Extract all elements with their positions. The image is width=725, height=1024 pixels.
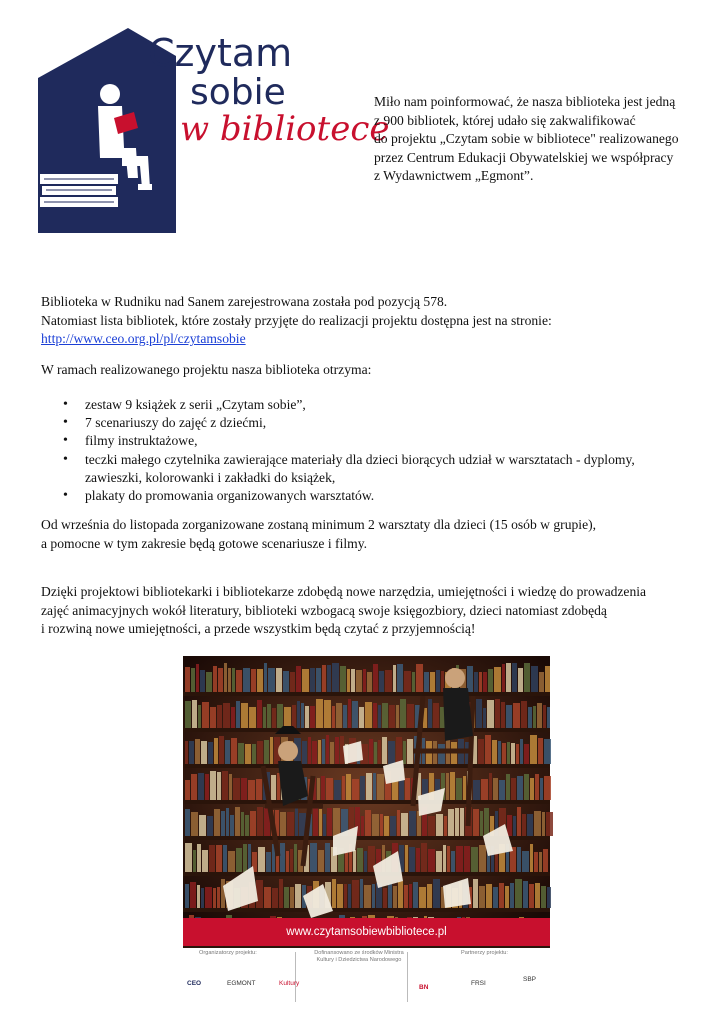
list-item: • 7 scenariuszy do zajęć z dziećmi, <box>41 414 701 432</box>
workshops-line: a pomocne w tym zakresie będą gotowe scenariusze i filmy. <box>41 535 368 551</box>
logo-word-sobie: sobie <box>190 72 286 113</box>
summary-line: i rozwiną nowe umiejętności, a przede wszystkim będą czytać z przyjemnością! <box>41 621 476 637</box>
list-item: • teczki małego czytelnika zawierające materiały dla dzieci biorących udział w warsztatach - dyplomy, zawieszki, kolorowanki i zakładki do książek, <box>41 451 701 487</box>
summary-paragraph <box>41 583 711 639</box>
sponsor-strip <box>183 950 550 1010</box>
poster-url-banner: www.czytamsobiewbibliotece.pl <box>183 918 550 946</box>
summary-line: zajęć animacyjnych wokół literatury, biblioteki wzbogacą swoje księgozbiory, dzieci natomiast zdobędą <box>41 602 607 618</box>
organizers-label: Organizatorzy projektu: <box>199 950 257 956</box>
reading-child-house-logo <box>38 28 390 233</box>
benefits-list <box>41 396 701 505</box>
divider <box>295 952 296 1002</box>
kultury-logo: Kultury <box>279 980 300 987</box>
egmont-logo: EGMONT <box>227 980 256 987</box>
workshops-paragraph <box>41 516 711 553</box>
sbp-logo: SBP <box>523 976 537 983</box>
summary-line: Dzięki projektowi bibliotekarki i bibliotekarze zdobędą nowe narzędzia, umiejętności i wiedzę do prowadzenia <box>41 584 647 599</box>
partners-label: Partnerzy projektu: <box>461 950 508 956</box>
intro-line: do projektu „Czytam sobie w bibliotece" realizowanego <box>374 131 679 147</box>
workshops-line: Od września do listopada zorganizowane zostaną minimum 2 warsztaty dla dzieci (15 osób w grupie), <box>41 517 597 532</box>
frsi-logo: FRSI <box>471 980 486 987</box>
ceo-project-link[interactable]: http://www.ceo.org.pl/pl/czytamsobie <box>41 331 246 347</box>
poster-photo <box>183 656 550 946</box>
list-item: • zestaw 9 książek z serii „Czytam sobie”, <box>41 396 701 414</box>
ministry-label: Dofinansowano ze środków Ministra Kultury i Dziedzictwa Narodowego <box>314 950 404 963</box>
logo-word-bibliotece: w bibliotece <box>180 109 390 149</box>
intro-paragraph <box>374 93 714 186</box>
list-item: • filmy instruktażowe, <box>41 432 701 450</box>
intro-line: Miło nam poinformować, że nasza biblioteka jest jedną <box>374 94 676 109</box>
project-logo <box>38 28 390 233</box>
intro-line: z 900 bibliotek, której udało się zakwalifikować <box>374 112 636 128</box>
logo-word-czytam: Czytam <box>148 31 293 75</box>
list-item: • plakaty do promowania organizowanych warsztatów. <box>41 487 701 505</box>
ceo-logo: CEO <box>187 980 202 987</box>
registration-line: Natomiast lista bibliotek, które zostały przyjęte do realizacji projektu dostępna jest na stronie: <box>41 312 552 328</box>
divider <box>407 952 408 1002</box>
receive-intro: W ramach realizowanego projektu nasza biblioteka otrzyma: <box>41 362 372 377</box>
intro-line: przez Centrum Edukacji Obywatelskiej we współpracy <box>374 149 674 165</box>
registration-line: Biblioteka w Rudniku nad Sanem zarejestrowana została pod pozycją 578. <box>41 294 448 309</box>
library-bookshelves-illustration <box>183 656 550 946</box>
registration-paragraph <box>41 293 711 349</box>
bn-logo: BN <box>419 984 429 991</box>
intro-line: z Wydawnictwem „Egmont”. <box>374 168 534 184</box>
